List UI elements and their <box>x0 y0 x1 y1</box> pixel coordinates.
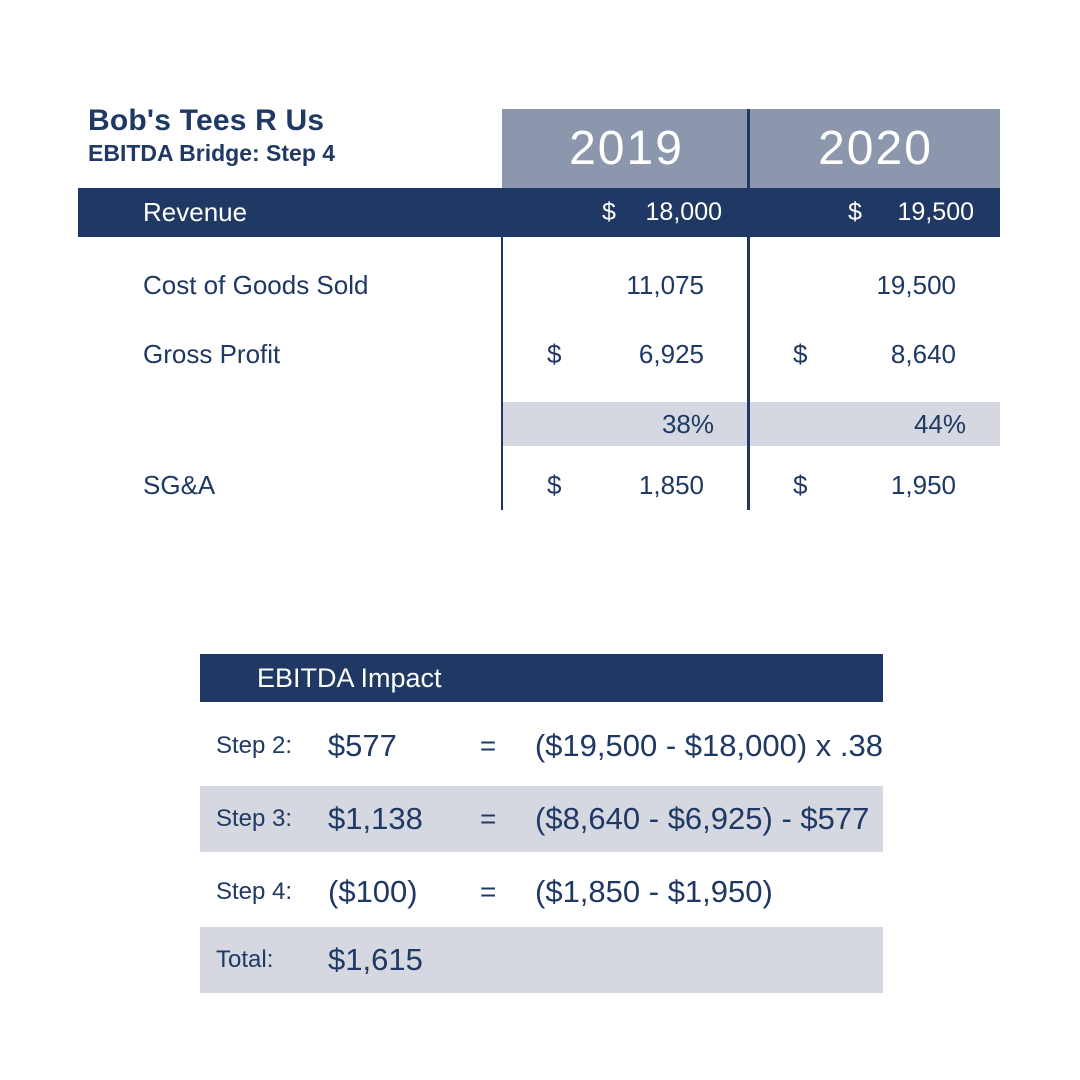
cell-value: 19,500 <box>876 270 956 300</box>
equals-sign: = <box>479 730 497 761</box>
year-header-band <box>502 109 1000 188</box>
currency-symbol: $ <box>793 470 808 500</box>
cell-2020 <box>748 198 1000 227</box>
cell-value: 6,925 <box>638 339 704 369</box>
step-value: $577 <box>327 728 397 763</box>
impact-row-step3 <box>200 786 883 852</box>
ebitda-impact-title: EBITDA Impact <box>257 662 442 693</box>
equals-sign: = <box>480 876 497 907</box>
ebitda-impact-header <box>200 654 883 702</box>
currency-symbol: $ <box>547 339 562 369</box>
row-label: Gross Profit <box>143 339 281 369</box>
table-row-cogs <box>78 261 1000 310</box>
year-header-2020: 2020 <box>818 122 933 175</box>
title-block <box>88 103 335 168</box>
cell-value: 1,950 <box>890 470 956 500</box>
row-label: SG&A <box>143 470 216 500</box>
cell-2020 <box>748 270 1000 301</box>
row-label: Revenue <box>143 197 248 227</box>
step-expression: ($1,850 - $1,950) <box>535 874 773 909</box>
values-left-rule-line <box>501 237 503 510</box>
cell-value: 18,000 <box>645 198 722 226</box>
year-header-2019: 2019 <box>569 122 684 175</box>
impact-row-step4 <box>200 859 883 925</box>
cell-2019 <box>502 198 748 227</box>
impact-row-total <box>200 927 883 993</box>
margin-2020: 44% <box>913 408 966 439</box>
step-value: ($100) <box>328 874 418 909</box>
cell-2019 <box>502 339 748 370</box>
row-label: Cost of Goods Sold <box>143 270 369 300</box>
currency-symbol: $ <box>848 198 862 226</box>
step-expression: ($19,500 - $18,000) x .38 <box>534 728 883 763</box>
step-label: Step 3: <box>216 805 293 832</box>
bridge-subtitle: EBITDA Bridge: Step 4 <box>88 140 336 166</box>
gross-margin-band <box>502 402 1000 446</box>
total-label: Total: <box>216 946 274 973</box>
cell-value: 19,500 <box>897 198 974 226</box>
currency-symbol: $ <box>793 339 808 369</box>
total-value: $1,615 <box>328 942 423 977</box>
currency-symbol: $ <box>547 470 562 500</box>
cell-2020 <box>748 339 1000 370</box>
margin-2019: 38% <box>661 408 714 439</box>
table-row-sga <box>78 461 1000 510</box>
cell-2020 <box>748 470 1000 501</box>
table-row-revenue <box>78 188 1000 237</box>
equals-sign: = <box>480 803 497 834</box>
cell-2019 <box>502 470 748 501</box>
cell-2019 <box>502 270 748 301</box>
step-label: Step 4: <box>216 878 293 905</box>
table-row-gross-profit <box>78 330 1000 379</box>
company-title: Bob's Tees R Us <box>88 104 325 137</box>
cell-value: 8,640 <box>890 339 956 369</box>
currency-symbol: $ <box>602 198 616 226</box>
impact-row-step2 <box>200 713 883 779</box>
cell-value: 1,850 <box>638 470 704 500</box>
step-expression: ($8,640 - $6,925) - $577 <box>535 801 870 836</box>
step-label: Step 2: <box>216 732 293 759</box>
column-divider-line <box>747 109 750 510</box>
cell-value: 11,075 <box>626 270 704 300</box>
step-value: $1,138 <box>328 801 423 836</box>
